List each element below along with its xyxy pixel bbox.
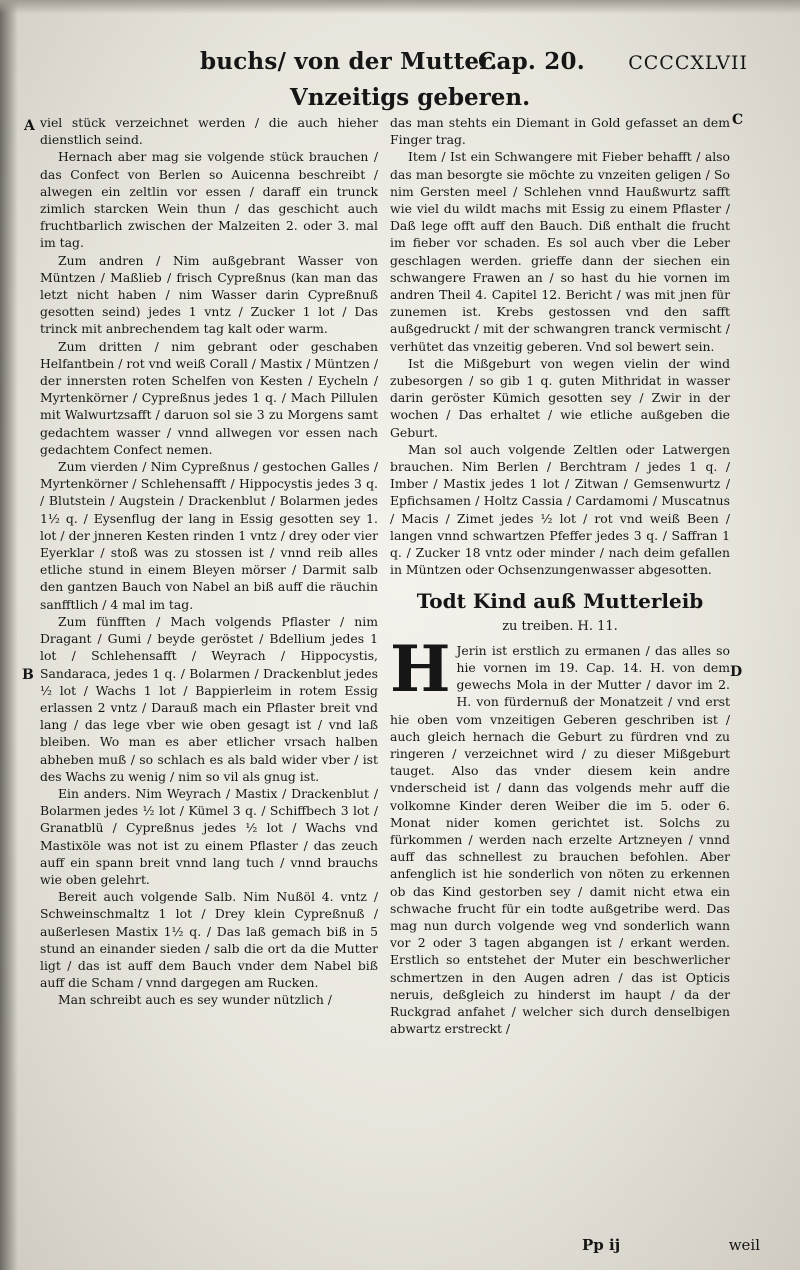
page-subtitle: Vnzeitigs geberen. [289, 84, 531, 111]
section-paragraph [390, 631, 730, 1038]
paragraph: Man sol auch volgende Zeltlen oder Latwergen brauchen. Nim Berlen / Berchtram / jedes 1 q. / Imber / Mastix jedes 1 lot / Zitwan / Gemsenwurtz / Epfichsamen / Holtz Cassia / Cardamomi / Muscatnus / Macis / Zimet jedes ½ lot / rot vnd weiß Been / langen vnnd schwartzen Pfeffer jedes 3 q. / Saffran 1 q. / Zucker 18 vntz oder minder / nach deim gefallen in Müntzen oder Ochsenzungenwasser abgesotten. [390, 441, 730, 578]
running-header [200, 46, 748, 86]
section-heading: Todt Kind auß Mutterleib [416, 589, 704, 614]
paragraph: das man stehts ein Diemant in Gold gefasset an dem Finger trag. [390, 115, 730, 148]
paragraph: Bereit auch volgende Salb. Nim Nußöl 4. vntz / Schweinschmaltz 1 lot / Drey klein Cypreßnuß / außerlesen Mastix 1½ q. / Das laß gemach biß in 5 stund an einander sieden / salb die ort da die Mutter ligt / das ist auff dem Bauch vnder dem Nabel biß auff die Scham / vnnd dargegen am Rucken. [40, 889, 378, 991]
margin-letter-a: A [24, 118, 35, 134]
paragraph: Zum andren / Nim außgebrant Wasser von Müntzen / Maßlieb / frisch Cypreßnus (kan man das letzt nicht haben / nim Wasser darin Cypreßnuß gesotten seind) jedes 1 vntz / Zucker 1 lot / Das trinck mit anbrechendem tag kalt oder warm. [40, 252, 378, 337]
drop-capital: H [390, 631, 451, 707]
right-column [390, 114, 730, 1037]
header-chapter: Cap. 20. [478, 48, 585, 75]
header-book-title: buchs/ von der Mutter. [200, 48, 498, 75]
paragraph: Hernach aber mag sie volgende stück brauchen / das Confect von Berlen so Auicenna beschreibt / alwegen ein zeltlin vor essen / daraff ein trunck zimlich starcken Wein thun / das geschicht auch fruchtbarlich zwischen der Malzeiten 2. oder 3. mal im tag. [40, 149, 378, 251]
signature-mark: Pp ij [582, 1236, 621, 1254]
margin-letter-b: B [22, 667, 34, 683]
paragraph: viel stück verzeichnet werden / die auch hieher dienstlich seind. [40, 115, 378, 148]
binding-shadow [0, 0, 18, 1270]
paragraph: Man schreibt auch es sey wunder nützlich / [58, 992, 332, 1008]
left-column [40, 114, 378, 1009]
header-page-number: CCCCXLVII [628, 52, 748, 74]
paragraph: Zum dritten / nim gebrant oder geschaben Helfantbein / rot vnd weiß Corall / Mastix / Müntzen / der innersten roten Schelfen von Kesten / Eycheln / Myrtenkörner / Cypreßnus jedes 1 q. / Mach Pillulen mit Walwurtzsafft / daruon sol sie 3 zu Morgens samt gedachtem wasser / vnnd allwegen vor essen nach gedachtem Confect nemen. [40, 338, 378, 457]
section-subheading: zu treiben. H. 11. [502, 619, 618, 635]
paragraph: Ein anders. Nim Weyrach / Mastix / Drackenblut / Bolarmen jedes ½ lot / Kümel 3 q. / Schiffbech 3 lot / Granatblü / Cypreßnus jedes ½ lot / Wachs vnd Mastixöle was not ist zu einem Pflaster / das zeuch auff ein spann breit vnnd lang tuch / vnnd brauchs wie oben gelehrt. [40, 785, 378, 887]
section-body-text: Jerin ist erstlich zu ermanen / das alles so hie vornen im 19. Cap. 14. H. von dem gewechs Mola in der Mutter / davor im 2. H. von fürdernuß der Monatzeit / vnd erst hie oben vom vnzeitigen Geberen geschriben ist / auch gleich hernach die Geburt zu fürdren vnd zu ringeren / verzeichnet wird / zu dieser Mißgeburt tauget. Also das vnder diesem kein andre vnderscheid ist / dann das volgends mehr auff die volkomne Kinder deren Weiber die im 5. oder 6. Monat nider komen gerichtet ist. Solchs zu fürkommen / werden nach erzelte Artzneyen / vnnd auff das schnellest zu brauchen befohlen. Aber anfenglich ist hie sonderlich von nöten zu erkennen ob das Kind gestorben sey / damit nicht etwa ein schwache frucht für ein todte außgetribe werd. Das mag nun durch volgende weg vnd sonderlich wann vor 2 oder 3 tagen abgangen ist / erkant werden. Erstlich so entstehet der Muter ein beschwerlicher schmertzen in den Augen adren / das ist Opticis neruis, deßgleich zu hinderst im haupt / da der Ruckgrad anfahet / welcher sich durch denselbigen abwartz erstreckt / [390, 642, 730, 1037]
paragraph: Zum fünfften / Mach volgends Pflaster / nim Dragant / Gumi / beyde geröstet / Bdellium jedes 1 lot / Schlehensafft / Weyrach / Hippocystis, Sandaraca, jedes 1 q. / Bolarmen / Drackenblut jedes ½ lot / Wachs 1 lot / Bappierleim in rotem Essig erlassen 2 vntz / Darauß mach ein Pflaster breit vnd lang / das lege vber wie oben gesagt ist / vnd laß bleiben. Wo man es aber etlicher vrsach halben abheben muß / so schlach es als bald wider vber / ist des Wachs zu wenig / nim so vil als gnug ist. [40, 613, 378, 784]
margin-letter-c: C [732, 112, 744, 128]
margin-letter-d: D [730, 664, 743, 680]
paragraph: Ist die Mißgeburt von wegen vielin der wind zubesorgen / so gib 1 q. guten Mithridat in wasser darin geröster Kümich gesotten sey / Zwir in der wochen / Das erhaltet / wie etliche außgeben die Geburt. [390, 355, 730, 440]
paragraph: Zum vierden / Nim Cypreßnus / gestochen Galles / Myrtenkörner / Schlehensafft / Hippocystis jedes 3 q. / Blutstein / Augstein / Drackenblut / Bolarmen jedes 1½ q. / Eysenflug der lang in Essig gesotten sey 1. lot / der jnneren Kesten rinden 1 vntz / drey oder vier Eyerklar / stoß was zu stossen ist / vnnd reib alles etliche stund in einem Bleyen mörser / Darmit salb den gantzen Bauch von Nabel an biß auff die räuchin sanfftlich / 4 mal im tag. [40, 459, 378, 612]
catchword: weil [728, 1236, 760, 1254]
top-edge-shadow [0, 0, 800, 14]
paragraph: Item / Ist ein Schwangere mit Fieber behafft / also das man besorgte sie möchte zu vnzeiten geligen / So nim Gersten meel / Schlehen vnnd Haußwurtz safft wie viel du wildt machs mit Essig zu einem Pflaster / Daß lege offt auff den Bauch. Diß enthalt die frucht im fieber vor schaden. Es sol auch vber die Leber geschlagen werden. grieffe dann der siechen ein schwangere Frawen an / so hast du hie vornen im andren Theil 4. Capitel 12. Bericht / was mit jnen für zunemen ist. Krebs gestossen vnd den safft außgedruckt / mit der schwangren tranck vermischt / verhütet das vnzeitig geberen. Vnd sol bewert sein. [390, 149, 730, 354]
